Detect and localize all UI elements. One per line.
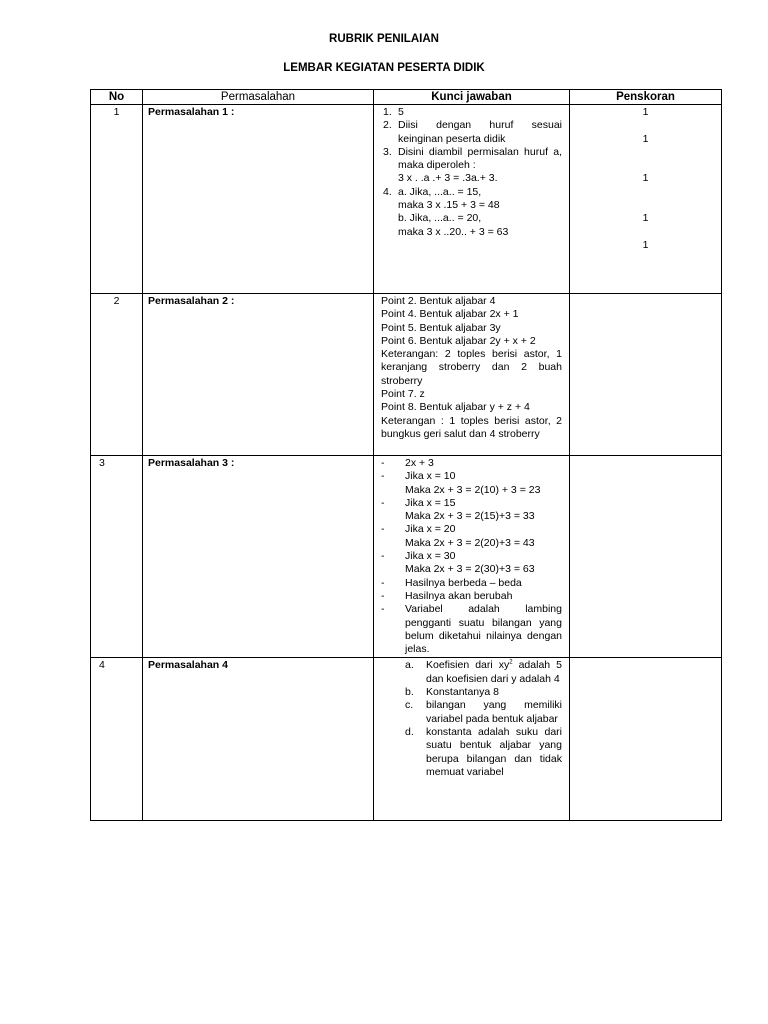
header-score: Penskoran xyxy=(570,90,722,105)
list-item: a. Koefisien dari $xy^2$ adalah 5 dan koefisien dari y adalah 4 xyxy=(405,659,562,685)
row-answer-key xyxy=(374,456,570,658)
row-number: 1 xyxy=(91,105,143,294)
list-item: - Jika x = 15 xyxy=(381,496,456,509)
list-item: - Jika x = 20 xyxy=(381,523,456,536)
answer-line: Point 5. Bentuk aljabar 3y xyxy=(381,321,501,334)
list-item: d. konstanta adalah suku dari suatu bentuk aljabar yang berupa bilangan dan tidak memuat variabel xyxy=(405,725,562,778)
score-value: 1 xyxy=(642,172,649,185)
list-item: - Variabel adalah lambing pengganti suatu bilangan yang belum diketahui nilainya dengan jelas. xyxy=(381,603,562,656)
score-value: 1 xyxy=(642,106,649,118)
table-row xyxy=(91,456,722,658)
list-item: - Jika x = 10 xyxy=(381,470,456,483)
list-item: Maka 2x + 3 = 2(30)+3 = 63 xyxy=(405,563,535,576)
list-item: - Hasilnya berbeda – beda xyxy=(381,576,522,589)
row-answer-key xyxy=(374,658,570,821)
answer-line: Keterangan : 1 toples berisi astor, 2 bungkus geri salut dan 4 stroberry xyxy=(381,414,562,440)
row-answer-key xyxy=(374,294,570,456)
rubric-table xyxy=(90,89,722,821)
score-value: 1 xyxy=(642,212,649,225)
row-number: 3 xyxy=(91,456,143,658)
score-value: 1 xyxy=(642,132,649,145)
row-number: 2 xyxy=(91,294,143,456)
header-no: No xyxy=(91,90,143,105)
list-item: 2. Diisi dengan huruf sesuai keinginan peserta didik xyxy=(383,119,562,145)
list-item: 3. Disini diambil permisalan huruf a, maka diperoleh : xyxy=(383,145,562,172)
table-header-row xyxy=(91,90,722,105)
list-item: - Hasilnya akan berubah xyxy=(381,589,513,602)
list-item: c. bilangan yang memiliki variabel pada bentuk aljabar xyxy=(405,699,562,725)
table-row xyxy=(91,658,722,821)
row-number: 4 xyxy=(91,658,143,821)
answer-line: Point 8. Bentuk aljabar y + z + 4 xyxy=(381,401,530,414)
list-item: Maka 2x + 3 = 2(10) + 3 = 23 xyxy=(405,483,541,496)
answer-line: Point 4. Bentuk aljabar 2x + 1 xyxy=(381,308,519,321)
answer-line: Point 2. Bentuk aljabar 4 xyxy=(381,295,496,307)
answer-line: Keterangan: 2 toples berisi astor, 1 keranjang stroberry dan 2 buah stroberry xyxy=(381,348,562,387)
row-answer-key xyxy=(374,105,570,294)
row-problem: Permasalahan 1 : xyxy=(143,105,374,294)
list-item: Maka 2x + 3 = 2(20)+3 = 43 xyxy=(405,536,535,549)
table-row xyxy=(91,105,722,294)
list-item: - Jika x = 30 xyxy=(381,550,456,563)
list-item: b. Jika, ...a.. = 20, xyxy=(398,212,482,225)
list-item: maka 3 x .15 + 3 = 48 xyxy=(398,199,500,212)
header-key: Kunci jawaban xyxy=(374,90,570,105)
score-value: 1 xyxy=(642,238,649,251)
answer-line: Point 7. z xyxy=(381,388,425,401)
row-scores xyxy=(570,294,722,456)
list-item: 4. a. Jika, ...a.. = 15, xyxy=(383,185,482,198)
list-item: 1. 5 xyxy=(383,106,404,118)
row-problem: Permasalahan 4 xyxy=(143,658,374,821)
row-problem: Permasalahan 2 : xyxy=(143,294,374,456)
worksheet-subtitle: LEMBAR KEGIATAN PESERTA DIDIK xyxy=(283,62,485,74)
list-item: Maka 2x + 3 = 2(15)+3 = 33 xyxy=(405,510,535,523)
list-item: maka 3 x ..20.. + 3 = 63 xyxy=(398,225,509,238)
row-scores xyxy=(570,105,722,294)
row-scores xyxy=(570,658,722,821)
list-item: - 2x + 3 xyxy=(381,457,434,469)
row-problem: Permasalahan 3 : xyxy=(143,456,374,658)
row-scores xyxy=(570,456,722,658)
list-item: b. Konstantanya 8 xyxy=(405,686,499,699)
header-problem: Permasalahan xyxy=(143,90,374,105)
table-row xyxy=(91,294,722,456)
rubric-title: RUBRIK PENILAIAN xyxy=(329,33,439,45)
answer-line: Point 6. Bentuk aljabar 2y + x + 2 xyxy=(381,334,536,347)
list-item: 3 x . .a .+ 3 = .3a.+ 3. xyxy=(398,172,498,185)
